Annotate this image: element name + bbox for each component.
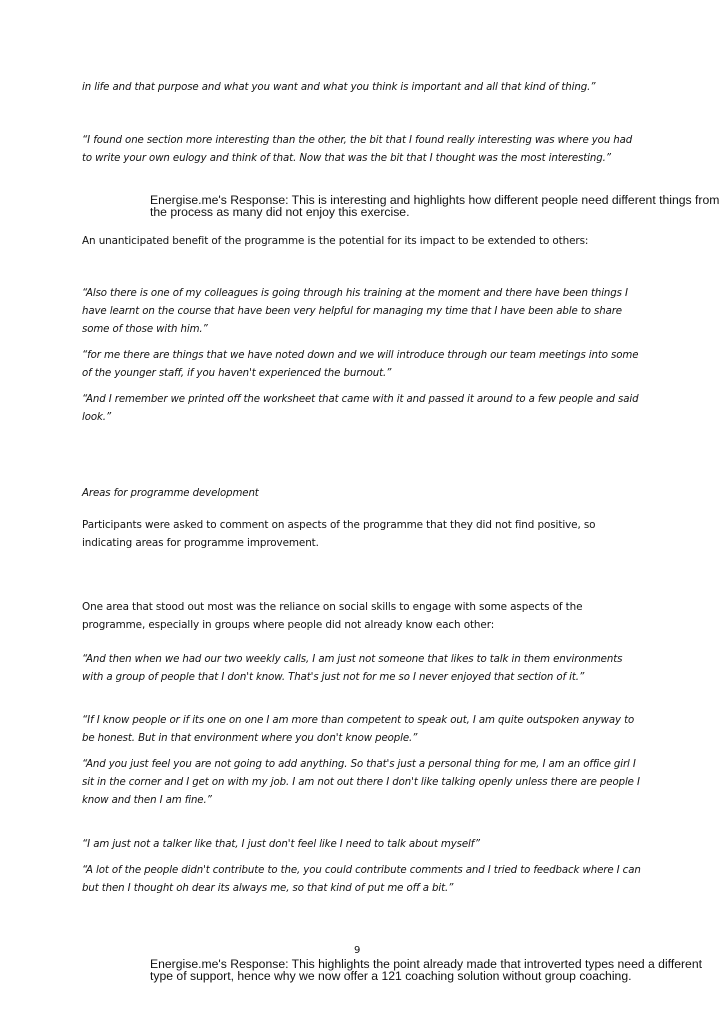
quote-colleague-training: “Also there is one of my colleagues is going through his training at the moment and there have been things I have learnt on the course that have been very helpful for managing my time that I have been able to share some of those with him.”	[82, 288, 628, 336]
paragraph-social-skills: One area that stood out most was the reliance on social skills to engage with some aspects of the programme, especially in groups where people did not already know each other:	[82, 601, 583, 632]
quote-contribute-comments: “A lot of the people didn't contribute to the, you could contribute comments and I tried to feedback where I can but then I thought oh dear its always me, so that kind of put me off a bit.”	[82, 865, 641, 895]
response-note-introverted: Energise.me's Response: This highlights the point already made that introverted types need a different type of support, hence why we now offer a 121 coaching solution without group coaching.	[150, 957, 702, 983]
paragraph-participants-asked: Participants were asked to comment on aspects of the programme that they did not find positive, so indicating areas for programme improvement.	[82, 519, 596, 550]
page-number: 9	[354, 945, 361, 956]
response-note-eulogy: Energise.me's Response: This is interesting and highlights how different people need different things from the process as many did not enjoy this exercise.	[150, 193, 720, 219]
section-heading-areas-for-development: Areas for programme development	[82, 488, 259, 499]
quote-continuation: in life and that purpose and what you want and what you think is important and all that kind of thing.”	[82, 82, 596, 93]
quote-one-on-one: “If I know people or if its one on one I am more than competent to speak out, I am quite outspoken anyway to be honest. But in that environment where you don't know people.”	[82, 715, 635, 745]
quote-weekly-calls: “And then when we had our two weekly calls, I am just not someone that likes to talk in them environments with a group of people that I don't know. That's just not for me so I never enjoyed that section of it.”	[82, 654, 623, 684]
quote-eulogy: “I found one section more interesting than the other, the bit that I found really interesting was where you had to write your own eulogy and think of that. Now that was the bit that I thought was the most interesting.”	[82, 135, 633, 165]
paragraph-unanticipated-benefit: An unanticipated benefit of the programme is the potential for its impact to be extended to others:	[82, 235, 589, 247]
quote-office-girl: “And you just feel you are not going to add anything. So that's just a personal thing for me, I am an office girl I sit in the corner and I get on with my job. I am not out there I don't like talking openly unless there are people I know and then I am fine.”	[82, 759, 640, 807]
quote-worksheet: “And I remember we printed off the worksheet that came with it and passed it around to a few people and said look.”	[82, 394, 639, 424]
quote-team-meetings: “for me there are things that we have noted down and we will introduce through our team meetings into some of the younger staff, if you haven't experienced the burnout.”	[82, 350, 639, 380]
quote-not-a-talker: “I am just not a talker like that, I just don't feel like I need to talk about myself”	[82, 839, 480, 850]
